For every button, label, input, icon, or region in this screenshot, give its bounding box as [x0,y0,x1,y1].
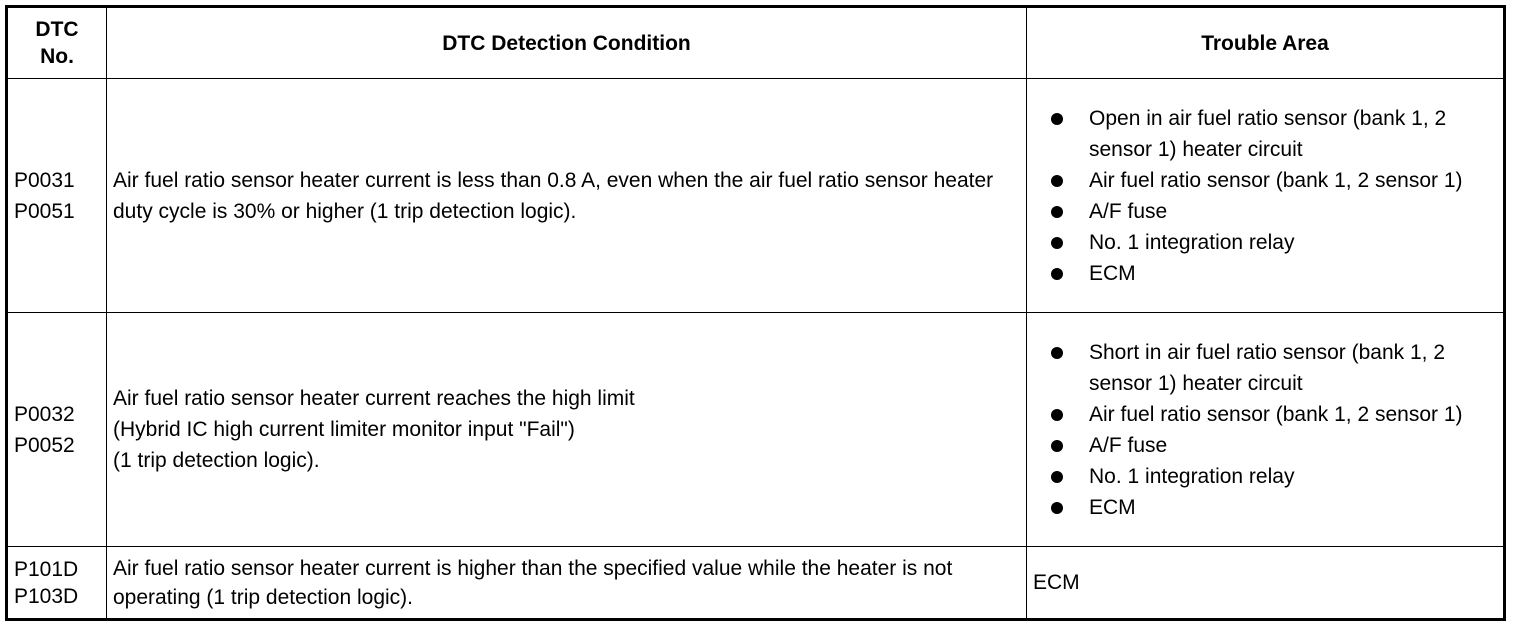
table-row [7,79,1505,313]
condition-cell [107,79,1027,313]
header-trouble-area-label: Trouble Area [1201,31,1329,55]
header-trouble-area [1027,7,1505,79]
bullet-icon [1051,409,1063,421]
bullet-icon [1051,471,1063,483]
bullet-icon [1051,440,1063,452]
bullet-icon [1051,113,1063,125]
trouble-area-text: No. 1 integration relay [1089,230,1295,254]
bullet-icon [1051,347,1063,359]
bullet-icon [1051,206,1063,218]
dtc-code-cell [7,79,107,313]
dtc-code: P0052 [14,433,75,457]
condition-text: Air fuel ratio sensor heater current is less than 0.8 A, even when the air fuel ratio sensor heater duty cycle is 30% or higher (1 trip detection logic). [113,168,994,223]
bullet-icon [1051,502,1063,514]
dtc-code: P0051 [14,199,75,223]
list-item [1051,399,1497,430]
condition-text: (1 trip detection logic). [113,449,320,472]
condition-cell [107,547,1027,620]
list-item [1051,258,1497,289]
trouble-area-text: Short in air fuel ratio sensor (bank 1, 2 sensor 1) heater circuit [1089,340,1446,395]
trouble-area-text: ECM [1089,495,1136,519]
trouble-area-cell [1027,79,1505,313]
trouble-area-text: Open in air fuel ratio sensor (bank 1, 2 sensor 1) heater circuit [1089,106,1447,161]
trouble-area-text: Air fuel ratio sensor (bank 1, 2 sensor 1) [1089,402,1463,426]
trouble-area-text: No. 1 integration relay [1089,464,1295,488]
condition-text: Air fuel ratio sensor heater current reaches the high limit [113,387,635,410]
bullet-icon [1051,268,1063,280]
trouble-area-text: A/F fuse [1089,199,1168,223]
list-item [1051,337,1497,399]
condition-text: Air fuel ratio sensor heater current is higher than the specified value while the heater is not operating (1 trip detection logic). [113,556,953,609]
dtc-table [5,5,1506,621]
table-row [7,547,1505,620]
bullet-icon [1051,237,1063,249]
trouble-area-text: A/F fuse [1089,433,1168,457]
condition-cell [107,313,1027,547]
dtc-code-cell [7,313,107,547]
list-item [1051,165,1497,196]
header-condition-label: DTC Detection Condition [442,31,691,55]
header-dtc-no-label: DTC No. [35,18,79,68]
trouble-area-list [1033,337,1497,523]
trouble-area-cell [1027,313,1505,547]
trouble-area-cell [1027,547,1505,620]
trouble-area-text: ECM [1033,571,1080,594]
dtc-code-cell [7,547,107,620]
dtc-code: P103D [14,584,79,608]
list-item [1051,461,1497,492]
header-dtc-no [7,7,107,79]
trouble-area-text: ECM [1089,261,1136,285]
dtc-code: P101D [14,557,79,581]
table-header-row [7,7,1505,79]
trouble-area-list [1033,103,1497,289]
list-item [1051,103,1497,165]
bullet-icon [1051,175,1063,187]
dtc-code: P0032 [14,402,75,426]
list-item [1051,196,1497,227]
header-condition [107,7,1027,79]
trouble-area-text: Air fuel ratio sensor (bank 1, 2 sensor 1) [1089,168,1463,192]
list-item [1051,492,1497,523]
dtc-code: P0031 [14,168,75,192]
list-item [1051,430,1497,461]
condition-text: (Hybrid IC high current limiter monitor input "Fail") [113,418,575,441]
list-item [1051,227,1497,258]
table-row [7,313,1505,547]
